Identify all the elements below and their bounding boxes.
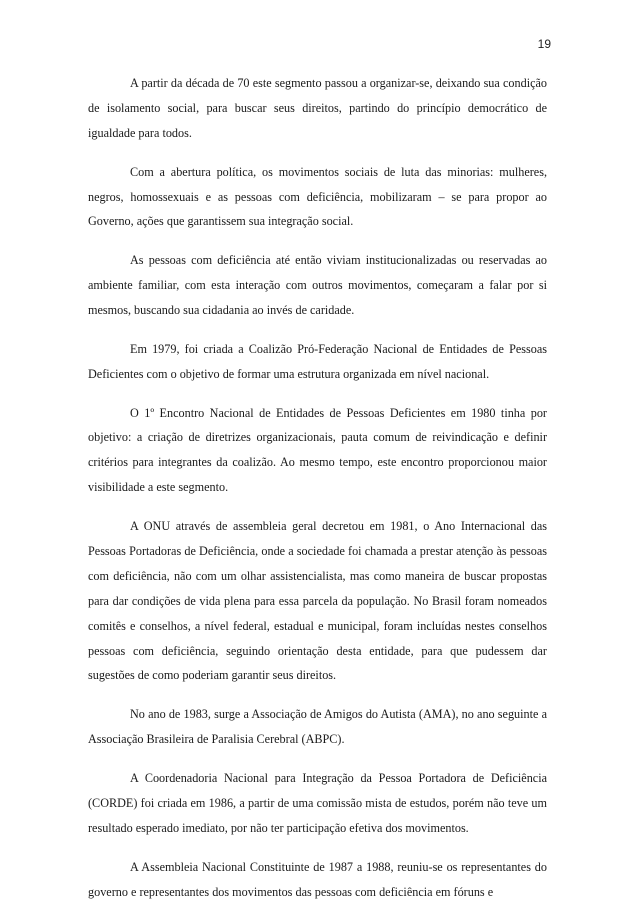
paragraph: A ONU através de assembleia geral decretou em 1981, o Ano Internacional das Pessoas Portadoras de Deficiência, onde a sociedade foi chamada a prestar atenção às pessoas com deficiência, não com um olhar assistencialista, mas como maneira de buscar propostas para dar condições de vida plena para essa parcela da população. No Brasil foram nomeados comitês e conselhos, a nível federal, estadual e municipal, foram incluídas nestes conselhos pessoas com deficiência, seguindo orientação desta entidade, para que pudessem dar sugestões de como poderiam garantir seus direitos. — [88, 519, 547, 683]
paragraph: A Assembleia Nacional Constituinte de 1987 a 1988, reuniu-se os representantes do governo e representantes dos movimentos das pessoas com deficiência em fóruns e — [88, 859, 547, 899]
paragraph: As pessoas com deficiência até então viviam institucionalizadas ou reservadas ao ambiente familiar, com esta interação com outros movimentos, começaram a falar por si mesmos, buscando sua cidadania ao invés de caridade. — [88, 253, 547, 318]
paragraph: A Coordenadoria Nacional para Integração da Pessoa Portadora de Deficiência (CORDE) foi criada em 1986, a partir de uma comissão mista de estudos, porém não teve um resultado esperado imediato, por não ter participação efetiva dos movimentos. — [88, 770, 547, 835]
paragraph: Com a abertura política, os movimentos sociais de luta das minorias: mulheres, negros, homossexuais e as pessoas com deficiência, mobilizaram – se para propor ao Governo, ações que garantissem sua integração social. — [88, 164, 547, 229]
paragraph: Em 1979, foi criada a Coalizão Pró-Federação Nacional de Entidades de Pessoas Deficientes com o objetivo de formar uma estrutura organizada em nível nacional. — [88, 341, 547, 381]
paragraph: No ano de 1983, surge a Associação de Amigos do Autista (AMA), no ano seguinte a Associação Brasileira de Paralisia Cerebral (ABPC). — [88, 707, 547, 747]
paragraph: A partir da década de 70 este segmento passou a organizar-se, deixando sua condição de isolamento social, para buscar seus direitos, partindo do princípio democrático de igualdade para todos. — [88, 76, 547, 140]
paragraph: O 1º Encontro Nacional de Entidades de Pessoas Deficientes em 1980 tinha por objetivo: a criação de diretrizes organizacionais, pauta comum de reivindicação e definir critérios para integrantes da coalizão. Ao mesmo tempo, este encontro proporcionou maior visibilidade a este segmento. — [88, 405, 547, 495]
body-text — [88, 71, 547, 918]
page-number: 19 — [537, 37, 551, 51]
